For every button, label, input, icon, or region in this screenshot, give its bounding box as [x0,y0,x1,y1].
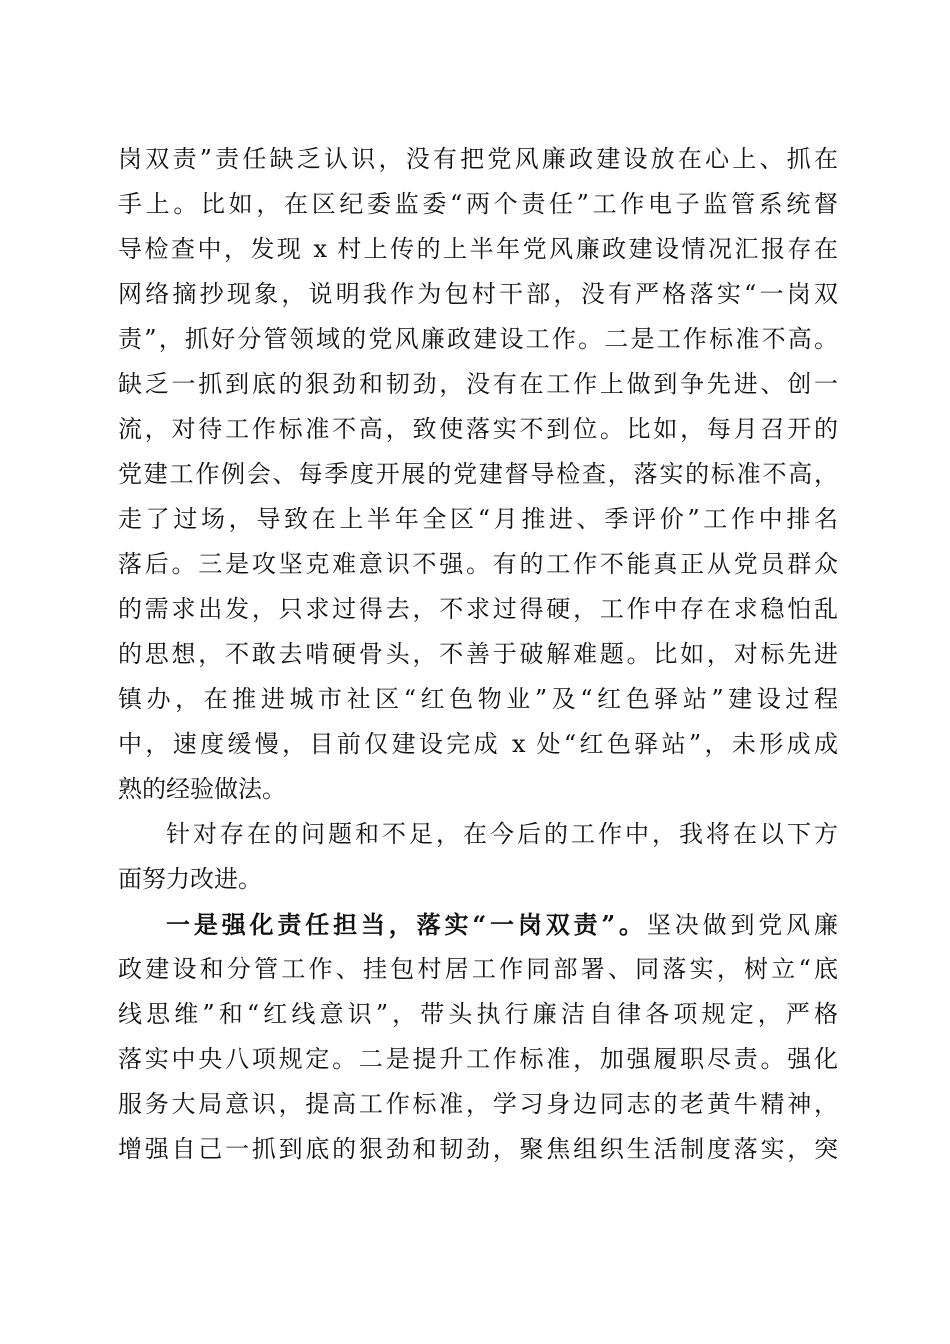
text-run: 坚决做到党风廉 [646,911,839,939]
text-line: 网络摘抄现象，说明我作为包村干部，没有严格落实“一岗双 [118,280,838,308]
text-line: 熟的经验做法。 [118,775,286,803]
text-line: 岗双责”责任缺乏认识，没有把党风廉政建设放在心上、抓在 [118,145,838,173]
text-line: 镇办，在推进城市社区“红色物业”及“红色驿站”建设过程 [118,685,838,713]
text-line: 责”，抓好分管领域的党风廉政建设工作。二是工作标准不高。 [118,325,838,353]
text-line: 线思维”和“红线意识”，带头执行廉洁自律各项规定，严格 [118,1000,838,1028]
text-line: 增强自己一抓到底的狠劲和韧劲，聚焦组织生活制度落实，突 [118,1135,838,1163]
text-line [118,902,838,947]
text-line: 手上。比如，在区纪委监委“两个责任”工作电子监管系统督 [118,190,838,218]
text-line: 的需求出发，只求过得去，不求过得硬，工作中存在求稳怕乱 [118,595,838,623]
text-line: 落后。三是攻坚克难意识不强。有的工作不能真正从党员群众 [118,550,838,578]
paragraph-2 [118,812,838,902]
text-line: 面努力改进。 [118,865,262,893]
text-line: 党建工作例会、每季度开展的党建督导检查，落实的标准不高， [118,460,838,488]
paragraph-heading: 一是强化责任担当，落实“一岗双责”。 [166,910,647,939]
paragraph-1 [118,137,838,812]
text-line: 针对存在的问题和不足，在今后的工作中，我将在以下方 [166,820,838,848]
text-line: 导检查中，发现 x 村上传的上半年党风廉政建设情况汇报存在 [118,235,838,263]
paragraph-3 [118,902,838,1172]
text-line: 缺乏一抓到底的狠劲和韧劲，没有在工作上做到争先进、创一 [118,370,838,398]
text-line: 的思想，不敢去啃硬骨头，不善于破解难题。比如，对标先进 [118,640,838,668]
text-line: 落实中央八项规定。二是提升工作标准，加强履职尽责。强化 [118,1045,838,1073]
text-line: 政建设和分管工作、挂包村居工作同部署、同落实，树立“底 [118,955,838,983]
document-body [118,137,838,1172]
text-line: 流，对待工作标准不高，致使落实不到位。比如，每月召开的 [118,415,838,443]
text-line: 走了过场，导致在上半年全区“月推进、季评价”工作中排名 [118,505,838,533]
text-line: 服务大局意识，提高工作标准，学习身边同志的老黄牛精神， [118,1090,838,1118]
text-line: 中，速度缓慢，目前仅建设完成 x 处“红色驿站”，未形成成 [118,730,838,758]
